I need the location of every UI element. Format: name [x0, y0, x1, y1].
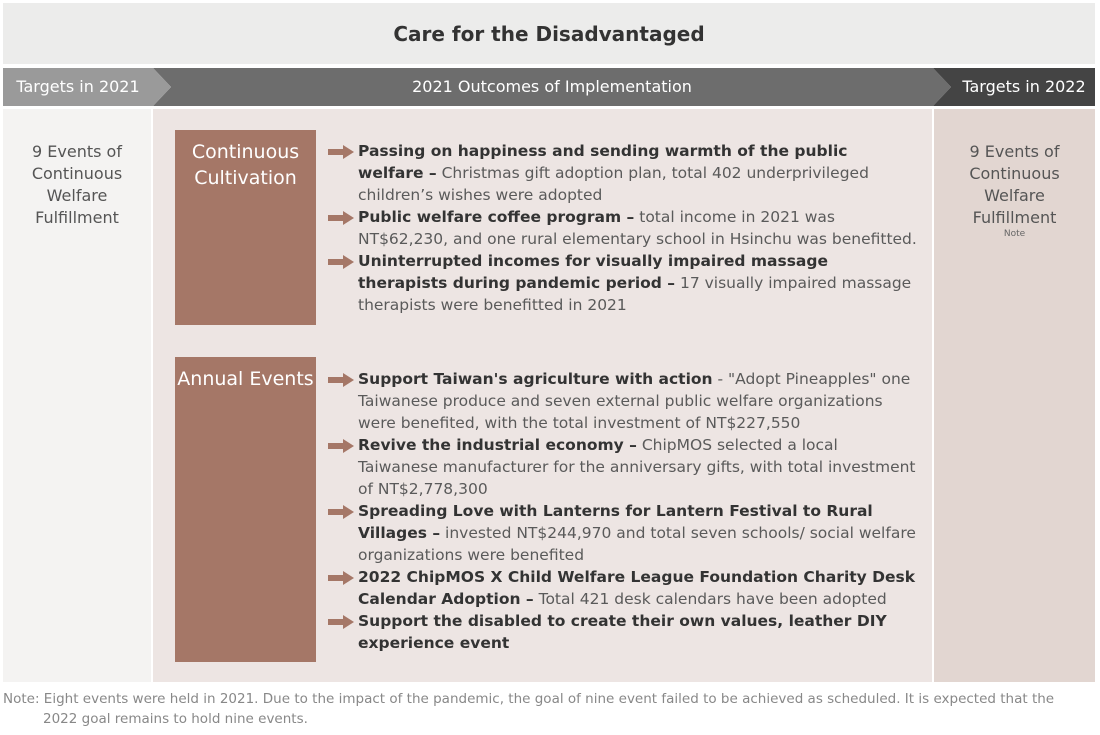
footnote: [3, 689, 1095, 729]
item-text: Total 421 desk calendars have been adopted: [533, 590, 887, 608]
targets-2021-column: [3, 109, 151, 682]
item-heading: 2022 ChipMOS X Child Welfare League Foundation Charity Desk Calendar Adoption –: [358, 568, 916, 608]
column-header-row: [3, 68, 1095, 106]
arrow-right-icon: [328, 439, 354, 453]
item-heading: Public welfare coffee program –: [358, 208, 635, 226]
arrow-right-icon: [328, 255, 354, 269]
category-annual-events: Annual Events: [175, 357, 316, 662]
footnote-line-2: 2022 goal remains to hold nine events.: [43, 711, 308, 727]
list-item: [328, 434, 918, 500]
item-heading: Passing on happiness and sending warmth of the public welfare –: [358, 142, 848, 182]
header-outcomes-2021: 2021 Outcomes of Implementation: [412, 77, 692, 96]
targets-2022-text: 9 Events of Continuous Welfare Fulfillment: [969, 142, 1060, 227]
page-title: Care for the Disadvantaged: [3, 3, 1095, 64]
header-targets-2022: Targets in 2022: [962, 77, 1086, 96]
item-text: - "Adopt Pineapples" one Taiwanese produce and seven external public welfare organizations were benefited, with the total investment of NT$227,550: [358, 370, 911, 432]
list-item: [328, 140, 918, 206]
item-text: ChipMOS selected a local Taiwanese manufacturer for the anniversary gifts, with total investment of NT$2,778,300: [358, 436, 916, 498]
arrow-right-icon: [328, 145, 354, 159]
list-item: [328, 500, 918, 566]
arrow-right-icon: [328, 211, 354, 225]
item-heading: Uninterrupted incomes for visually impaired massage therapists during pandemic period –: [358, 252, 828, 292]
item-text: Christmas gift adoption plan, total 402 underprivileged children’s wishes were adopted: [358, 164, 869, 204]
item-text: 17 visually impaired massage therapists were benefitted in 2021: [358, 274, 912, 314]
targets-2022-note-mark: Note: [1003, 229, 1026, 239]
list-item: [328, 566, 918, 610]
item-text: total income in 2021 was NT$62,230, and one rural elementary school in Hsinchu was benefitted.: [358, 208, 917, 248]
header-targets-2021: Targets in 2021: [16, 77, 140, 96]
list-item: [328, 206, 918, 250]
arrow-right-icon: [328, 505, 354, 519]
item-heading: Support Taiwan's agriculture with action: [358, 370, 713, 388]
item-heading: Support the disabled to create their own values, leather DIY experience event: [358, 612, 887, 652]
item-text: invested NT$244,970 and total seven schools/ social welfare organizations were benefited: [358, 524, 916, 564]
arrow-right-icon: [328, 571, 354, 585]
targets-2022-column: [934, 109, 1095, 682]
category-continuous-cultivation: Continuous Cultivation: [175, 130, 316, 325]
targets-2022-block: [934, 141, 1095, 239]
item-heading: Revive the industrial economy –: [358, 436, 637, 454]
item-heading: Spreading Love with Lanterns for Lantern Festival to Rural Villages –: [358, 502, 873, 542]
footnote-line-1: Note: Eight events were held in 2021. Due to the impact of the pandemic, the goal of nine event failed to be achieved as scheduled. It is expected that the: [3, 691, 1055, 707]
arrow-right-icon: [328, 373, 354, 387]
continuous-cultivation-list: [328, 140, 918, 316]
list-item: [328, 368, 918, 434]
annual-events-list: [328, 368, 918, 654]
list-item: [328, 250, 918, 316]
list-item: [328, 610, 918, 654]
arrow-right-icon: [328, 615, 354, 629]
targets-2021-text: 9 Events of Continuous Welfare Fulfillment: [31, 142, 123, 227]
